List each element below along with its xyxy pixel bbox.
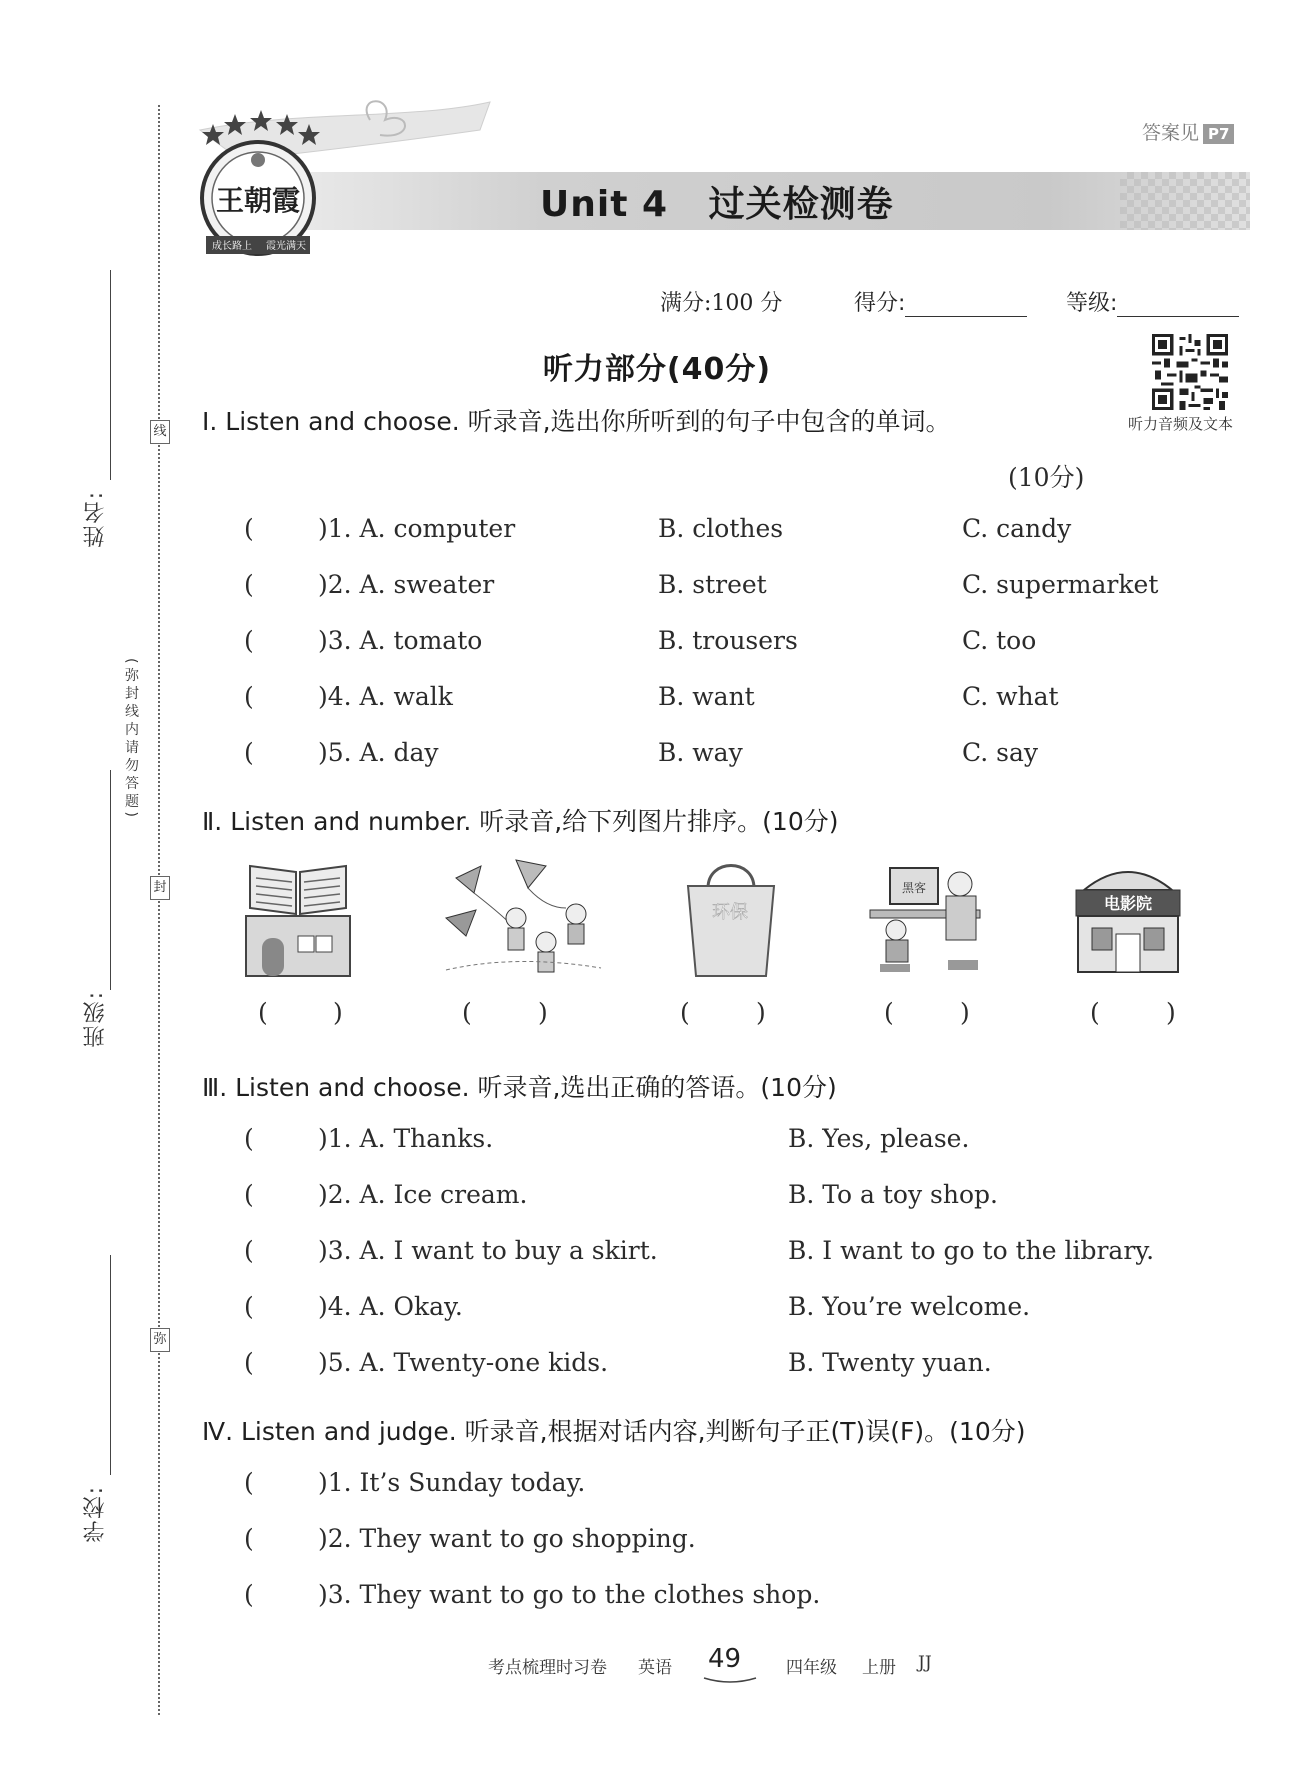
footer-grade: 四年级 <box>786 1658 837 1678</box>
part4-item-2: )2. They want to go shopping. <box>318 1524 696 1553</box>
school-label: 学校: <box>83 1485 108 1543</box>
school-line <box>110 1255 111 1475</box>
part1-item-5-b: B. way <box>658 738 743 767</box>
part1-heading: Ⅰ. Listen and choose. 听录音,选出你所听到的句子中包含的单词。 <box>202 407 951 436</box>
seal-note: (弥封线内请勿答题) <box>123 658 139 821</box>
part2-heading: Ⅱ. Listen and number. 听录音,给下列图片排序。(10分) <box>202 807 839 836</box>
seal-box-mi: 弥 <box>150 1328 170 1352</box>
part3-item-1-b: B. Yes, please. <box>788 1124 970 1153</box>
answer-paren[interactable]: ( <box>244 1236 254 1265</box>
class-label: 班级: <box>83 990 108 1048</box>
answer-paren[interactable]: ( <box>244 1468 254 1497</box>
part3-item-3-b: B. I want to go to the library. <box>788 1236 1155 1265</box>
shopping-bag-picture <box>680 858 782 978</box>
cinema-sign-text: 电影院 <box>1103 894 1153 913</box>
picture-answer-paren-4-close: ) <box>960 998 970 1027</box>
part3-item-3-a: )3. A. I want to buy a skirt. <box>318 1236 658 1265</box>
bag-text: 环保 <box>712 902 748 923</box>
part1-item-4-b: B. want <box>658 682 755 711</box>
part3-item-2-a: )2. A. Ice cream. <box>318 1180 528 1209</box>
part1-item-2-b: B. street <box>658 570 767 599</box>
part1-item-5-a: )5. A. day <box>318 738 439 767</box>
part3-heading: Ⅲ. Listen and choose. 听录音,选出正确的答语。(10分) <box>202 1073 837 1102</box>
banner-checker-pattern <box>1120 172 1250 230</box>
part4-item-1: )1. It’s Sunday today. <box>318 1468 586 1497</box>
answer-paren[interactable]: ( <box>244 1180 254 1209</box>
page-number-book-icon <box>702 1676 758 1686</box>
logo-slogan-right: 霞光满天 <box>266 241 306 252</box>
part1-item-2-a: )2. A. sweater <box>318 570 495 599</box>
logo-text: 王朝霞 <box>215 184 301 217</box>
computer-class-picture <box>866 864 990 978</box>
part1-item-4-a: )4. A. walk <box>318 682 453 711</box>
part3-item-1-a: )1. A. Thanks. <box>318 1124 494 1153</box>
part4-item-3: )3. They want to go to the clothes shop. <box>318 1580 821 1609</box>
grade-label: 等级: <box>1066 291 1118 316</box>
answer-paren[interactable]: ( <box>244 738 254 767</box>
answer-paren[interactable]: ( <box>244 1580 254 1609</box>
logo-slogan-left: 成长路上 <box>212 241 252 252</box>
part1-item-5-c: C. say <box>962 738 1038 767</box>
part1-item-3-c: C. too <box>962 626 1037 655</box>
picture-answer-paren-3[interactable]: ( <box>680 998 690 1027</box>
part4-heading: Ⅳ. Listen and judge. 听录音,根据对话内容,判断句子正(T)误(F)。(10分) <box>202 1417 1026 1446</box>
part3-item-5-a: )5. A. Twenty-one kids. <box>318 1348 609 1377</box>
answer-paren[interactable]: ( <box>244 1524 254 1553</box>
answer-ref-page: P7 <box>1203 124 1234 144</box>
part1-item-2-c: C. supermarket <box>962 570 1159 599</box>
picture-answer-paren-3-close: ) <box>756 998 766 1027</box>
answer-ref-label: 答案见 <box>1142 122 1200 144</box>
part1-item-1-b: B. clothes <box>658 514 784 543</box>
part3-item-4-a: )4. A. Okay. <box>318 1292 463 1321</box>
kids-flying-kites-picture <box>436 858 606 980</box>
part3-item-2-b: B. To a toy shop. <box>788 1180 998 1209</box>
footer-term: 上册 <box>862 1658 896 1678</box>
answer-paren[interactable]: ( <box>244 682 254 711</box>
cinema-picture <box>1070 854 1186 974</box>
picture-answer-paren-1[interactable]: ( <box>258 998 268 1027</box>
screen-text: 黑客 <box>901 881 927 895</box>
score-label: 得分: <box>854 291 906 316</box>
answer-paren[interactable]: ( <box>244 570 254 599</box>
seal-box-xian: 线 <box>150 420 170 444</box>
answer-paren[interactable]: ( <box>244 1348 254 1377</box>
seal-box-feng: 封 <box>150 876 170 900</box>
page-title: Unit 4 过关检测卷 <box>540 184 894 225</box>
picture-answer-paren-1-close: ) <box>333 998 343 1027</box>
brand-logo <box>188 110 328 260</box>
class-line <box>110 770 111 990</box>
footer-series: 考点梳理时习卷 <box>488 1658 607 1678</box>
part1-item-3-a: )3. A. tomato <box>318 626 483 655</box>
part1-item-1-a: )1. A. computer <box>318 514 516 543</box>
part3-item-5-b: B. Twenty yuan. <box>788 1348 992 1377</box>
full-score: 满分:100 分 <box>660 291 783 316</box>
picture-answer-paren-5[interactable]: ( <box>1090 998 1100 1027</box>
answer-paren[interactable]: ( <box>244 514 254 543</box>
qr-caption: 听力音频及文本 <box>1128 415 1234 433</box>
page-number: 49 <box>708 1644 742 1674</box>
picture-answer-paren-2-close: ) <box>538 998 548 1027</box>
score-field[interactable] <box>854 286 1027 317</box>
footer-edition: JJ <box>918 1653 932 1673</box>
answer-paren[interactable]: ( <box>244 626 254 655</box>
picture-answer-paren-2[interactable]: ( <box>462 998 472 1027</box>
section-title: 听力部分(40分) <box>542 352 772 387</box>
answer-paren[interactable]: ( <box>244 1124 254 1153</box>
picture-answer-paren-5-close: ) <box>1166 998 1176 1027</box>
answer-reference <box>1142 118 1234 145</box>
grade-field[interactable] <box>1066 286 1239 317</box>
library-picture <box>244 862 352 978</box>
grade-blank[interactable] <box>1117 296 1239 317</box>
part3-item-4-b: B. You’re welcome. <box>788 1292 1031 1321</box>
part1-item-1-c: C. candy <box>962 514 1072 543</box>
picture-answer-paren-4[interactable]: ( <box>884 998 894 1027</box>
part1-item-4-c: C. what <box>962 682 1059 711</box>
part1-points: (10分) <box>1008 463 1085 492</box>
part1-item-3-b: B. trousers <box>658 626 798 655</box>
qr-code-icon[interactable] <box>1152 334 1228 410</box>
name-label: 姓名: <box>83 490 108 548</box>
footer-subject: 英语 <box>638 1658 672 1678</box>
answer-paren[interactable]: ( <box>244 1292 254 1321</box>
score-blank[interactable] <box>905 296 1027 317</box>
